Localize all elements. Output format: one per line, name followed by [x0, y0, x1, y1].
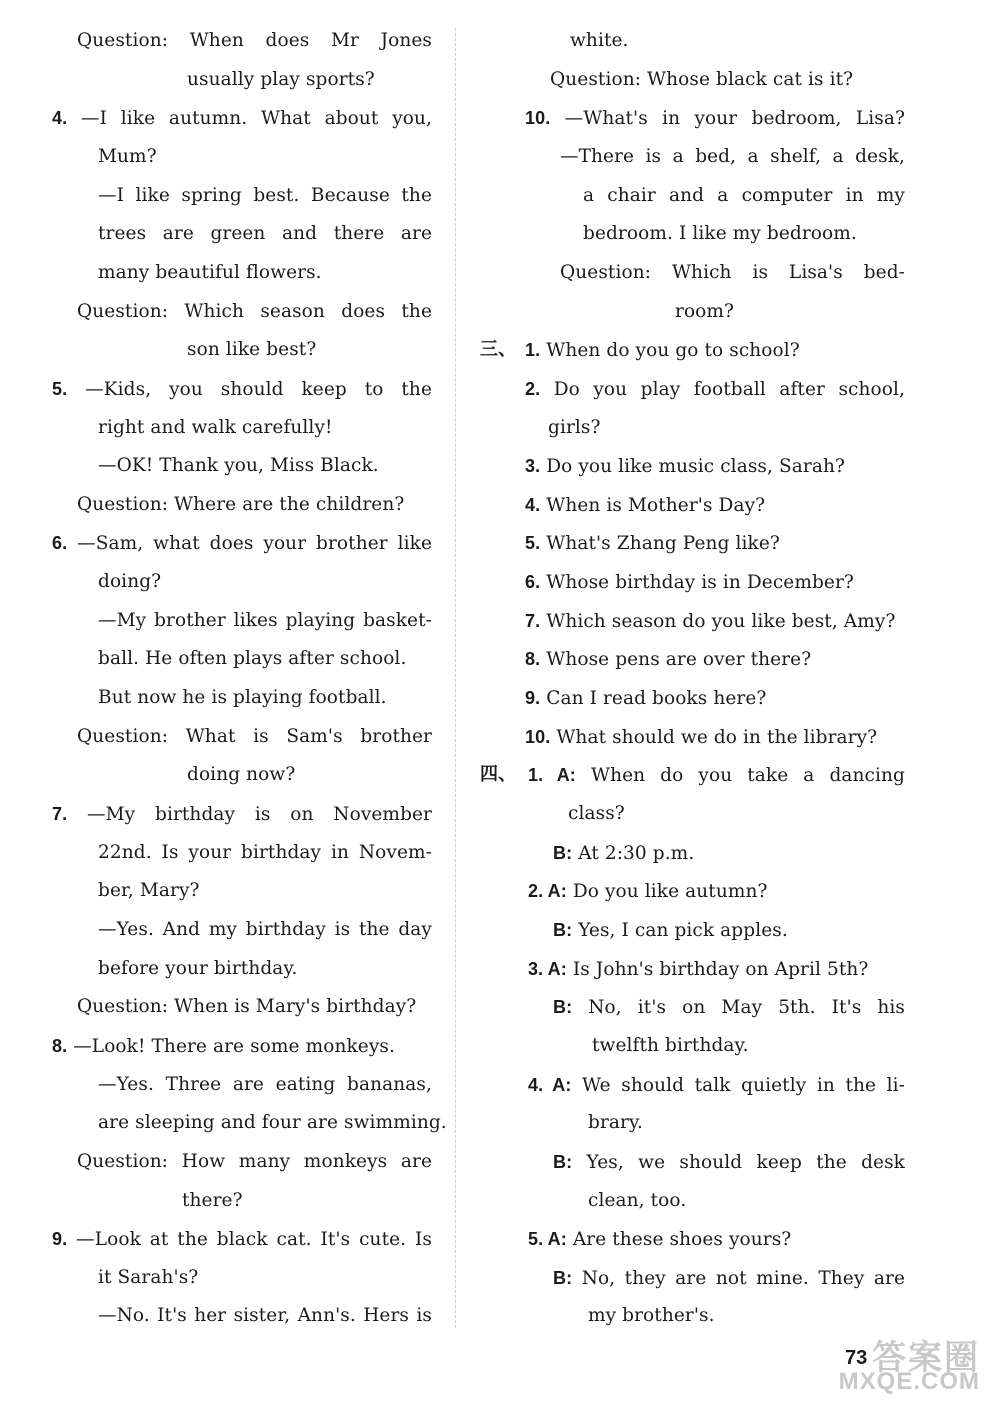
right-line [528, 1066, 905, 1104]
right-line [528, 1220, 905, 1258]
left-line [182, 1182, 432, 1220]
left-line [98, 1066, 432, 1104]
line-text: —Look! There are some monkeys. [73, 1035, 395, 1057]
right-line [553, 1143, 905, 1181]
line-text: bedroom. I like my bedroom. [583, 223, 857, 245]
right-line [528, 872, 905, 910]
right-line [568, 795, 905, 833]
right-line [525, 524, 905, 562]
left-line [98, 563, 432, 601]
left-line [77, 486, 432, 524]
line-text: —My brother likes playing basket- [98, 609, 432, 631]
line-text: doing now? [187, 764, 296, 786]
left-line [77, 988, 432, 1026]
line-text: Do you like music class, Sarah? [546, 456, 845, 478]
item-number: 1. [525, 340, 541, 361]
line-text: Do you like autumn? [572, 881, 768, 903]
right-line [583, 177, 905, 215]
item-number: 10. [525, 108, 551, 129]
item-number: 10. [525, 726, 551, 747]
line-text: Question: How many monkeys are [77, 1150, 432, 1172]
item-number: 1. A: [528, 765, 576, 786]
line-text: doing? [98, 571, 162, 593]
line-text: —Look at the black cat. It's cute. Is [76, 1229, 432, 1251]
line-text: Question: Which is Lisa's bed- [560, 261, 905, 283]
line-text: class? [568, 803, 625, 824]
right-line [560, 138, 905, 176]
line-text: Question: What is Sam's brother [77, 725, 432, 747]
item-number: 6. [52, 533, 68, 554]
left-line [52, 1220, 432, 1258]
right-line [525, 640, 905, 678]
section-marker: 三、 [480, 339, 517, 361]
line-text: —Yes. And my birthday is the day [98, 918, 432, 940]
line-text: What's Zhang Peng like? [546, 533, 780, 555]
item-number: 9. [52, 1229, 68, 1250]
line-text: ber, Mary? [98, 880, 200, 902]
line-text: —Sam, what does your brother like [77, 533, 432, 555]
item-number: 4. [525, 494, 541, 515]
line-text: —What's in your bedroom, Lisa? [564, 108, 905, 130]
left-line [98, 602, 432, 640]
item-number: 5. A: [528, 1229, 567, 1250]
item-number: 2. A: [528, 881, 567, 902]
right-line [588, 1104, 905, 1142]
left-line [52, 795, 432, 833]
item-number: B: [553, 1267, 573, 1288]
line-text: it Sarah's? [98, 1266, 199, 1288]
line-text: Mum? [98, 145, 157, 167]
line-text: When do you go to school? [546, 340, 800, 362]
line-text: Which season do you like best, Amy? [546, 610, 896, 632]
line-text: —I like spring best. Because the [98, 184, 432, 206]
line-text: Yes, I can pick apples. [578, 919, 788, 941]
left-line [52, 1027, 432, 1065]
line-text: twelfth birthday. [592, 1034, 749, 1056]
item-number: 7. [525, 610, 541, 631]
line-text: trees are green and there are [98, 223, 432, 245]
line-text: —Yes. Three are eating bananas, [98, 1073, 432, 1095]
right-line [525, 563, 905, 601]
watermark-line1: 答案圈 [872, 1339, 980, 1377]
line-text: right and walk carefully! [98, 416, 333, 438]
line-text: —No. It's her sister, Ann's. Hers is [98, 1305, 432, 1327]
line-text: —OK! Thank you, Miss Black. [98, 455, 379, 477]
left-line [98, 872, 432, 910]
line-text: 22nd. Is your birthday in Novem- [98, 841, 432, 863]
right-line [553, 988, 905, 1026]
line-text: brary. [588, 1112, 644, 1134]
line-text: son like best? [187, 339, 317, 361]
item-number: 3. [525, 456, 541, 477]
line-text: —My birthday is on November [87, 804, 432, 825]
left-line [52, 99, 432, 137]
left-line [77, 293, 432, 331]
left-line [187, 61, 432, 99]
line-text: room? [675, 300, 735, 322]
right-line [525, 447, 905, 485]
item-number: B: [553, 919, 573, 940]
watermark-line2: MXQE.COM [838, 1368, 980, 1395]
right-line [560, 254, 905, 292]
line-text: What should we do in the library? [556, 726, 878, 748]
right-line [480, 756, 905, 794]
left-line [52, 524, 432, 562]
line-text: white. [570, 30, 629, 51]
line-text: —I like autumn. What about you, [81, 108, 432, 130]
left-line [98, 950, 432, 988]
line-text: —There is a bed, a shelf, a desk, [560, 145, 905, 167]
left-line [98, 409, 432, 447]
right-line [525, 486, 905, 524]
line-text: —Kids, you should keep to the [85, 378, 432, 400]
column-divider [455, 28, 456, 1328]
line-text: Is John's birthday on April 5th? [572, 958, 869, 980]
right-line [548, 409, 905, 447]
line-text: clean, too. [588, 1189, 687, 1211]
line-text: are sleeping and four are swimming. [98, 1112, 447, 1134]
right-line [480, 331, 905, 369]
left-line [98, 834, 432, 872]
page-number: 73 [845, 1347, 868, 1369]
item-number: 4. A: [528, 1074, 572, 1095]
line-text: Question: When is Mary's birthday? [77, 996, 417, 1018]
line-text: Question: Which season does the [77, 300, 432, 322]
left-line [77, 718, 432, 756]
left-line [98, 254, 432, 292]
left-line [98, 138, 432, 176]
item-number: 3. A: [528, 958, 567, 979]
item-number: 5. [525, 533, 541, 554]
line-text: At 2:30 p.m. [578, 842, 695, 864]
item-number: 2. [525, 378, 541, 399]
item-number: B: [553, 1151, 573, 1172]
line-text: Question: Whose black cat is it? [550, 68, 854, 90]
left-line [52, 370, 432, 408]
item-number: 6. [525, 572, 541, 593]
left-line [98, 679, 432, 717]
line-text: many beautiful flowers. [98, 261, 322, 283]
right-line [550, 61, 905, 99]
line-text: No, they are not mine. They are [581, 1267, 905, 1289]
line-text: We should talk quietly in the li- [582, 1074, 905, 1096]
right-line [525, 602, 905, 640]
left-line [98, 1297, 432, 1335]
line-text: usually play sports? [187, 68, 375, 90]
line-text: Can I read books here? [546, 688, 767, 710]
right-line [675, 293, 905, 331]
item-number: B: [553, 842, 573, 863]
right-line [553, 911, 905, 949]
line-text: a chair and a computer in my [583, 184, 905, 206]
right-line [553, 1259, 905, 1297]
right-line [570, 22, 905, 60]
left-line [77, 22, 432, 60]
line-text: When do you take a dancing [590, 765, 905, 787]
right-line [553, 834, 905, 872]
right-line [525, 99, 905, 137]
left-line [77, 1143, 432, 1181]
line-text: When is Mother's Day? [546, 494, 766, 516]
line-text: my brother's. [588, 1305, 715, 1327]
right-line [528, 950, 905, 988]
item-number: 8. [525, 649, 541, 670]
right-line [525, 718, 905, 756]
left-line [98, 447, 432, 485]
section-marker: 四、 [480, 764, 517, 786]
line-text: girls? [548, 416, 601, 438]
left-line [98, 177, 432, 215]
item-number: 9. [525, 688, 541, 709]
watermark-logo [790, 1330, 990, 1400]
left-line [98, 640, 432, 678]
left-line [98, 911, 432, 949]
line-text: Whose pens are over there? [546, 649, 812, 671]
right-line [583, 215, 905, 253]
right-line [588, 1182, 905, 1220]
left-line [98, 1104, 447, 1142]
line-text: Yes, we should keep the desk [586, 1151, 905, 1173]
item-number: 8. [52, 1035, 68, 1056]
right-line [525, 370, 905, 408]
line-text: before your birthday. [98, 957, 298, 979]
item-number: B: [553, 997, 573, 1018]
line-text: Question: Where are the children? [77, 493, 405, 515]
line-text: ball. He often plays after school. [98, 648, 407, 670]
left-line [98, 1259, 432, 1297]
line-text: Are these shoes yours? [572, 1229, 792, 1251]
right-line [592, 1027, 905, 1065]
right-line [525, 679, 905, 717]
item-number: 5. [52, 378, 68, 399]
item-number: 4. [52, 108, 68, 129]
line-text: But now he is playing football. [98, 687, 387, 709]
left-line [98, 215, 432, 253]
line-text: Do you play football after school, [553, 378, 905, 400]
left-line [187, 756, 432, 794]
line-text: there? [182, 1189, 243, 1211]
left-line [187, 331, 432, 369]
line-text: Question: When does Mr Jones [77, 30, 432, 51]
line-text: Whose birthday is in December? [546, 572, 854, 594]
line-text: No, it's on May 5th. It's his [588, 997, 905, 1019]
item-number: 7. [52, 804, 68, 824]
